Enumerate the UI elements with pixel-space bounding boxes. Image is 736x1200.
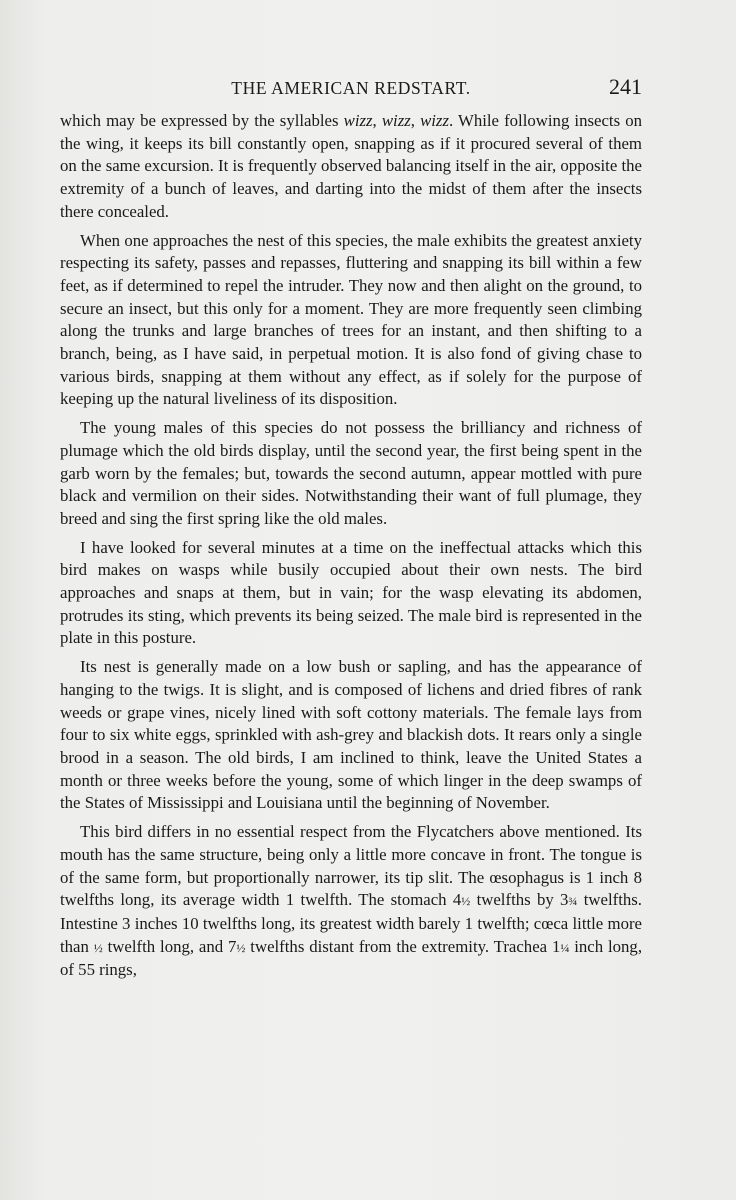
p6-text: twelfth long, and 7 [102, 936, 237, 956]
p6-text: inch long, of 55 rings, [60, 936, 643, 980]
call-syllable: wizz [420, 111, 449, 130]
page-header [60, 74, 642, 102]
p6-text: twelfths distant from the extremity. Trachea 1 [245, 936, 561, 956]
p6-text: twelfths. Intestine 3 inches 10 twelfths long, its greatest width barely 1 twelfth; cœca little more than [60, 890, 642, 956]
call-syllable: wizz [381, 111, 411, 130]
p6-text: This bird differs in no essential respect from the Flycatchers above mentioned. Its mouth has the same structure, being only a little more concave in front. The tongue is of the same form, but proportionally narrower, its tip slit. The œsophagus is 1 inch 8 twelfths long, its average width 1 twelfth. The stomach 4 [60, 822, 642, 910]
paragraph-2: When one approaches the nest of this species, the male exhibits the greatest anxiety respecting its safety, passes and repasses, fluttering and snapping its bill within a few feet, as if determined to repel the intruder. They now and then alight on the ground, to secure an insect, but this only for a moment. They are more frequently seen climbing along the trunks and large branches of trees for an instant, and then shifting to a branch, being, as I have said, in perpetual motion. It is also fond of giving chase to various birds, snapping at them without any effect, as if solely for the purpose of keeping up the natural liveliness of its disposition. [60, 230, 642, 409]
paragraph-3: The young males of this species do not possess the brilliancy and richness of plumage which the old birds display, until the second year, the first being spent in the garb worn by the females; but, towards the second autumn, appear mottled with pure black and vermilion on their sides. Notwithstanding their want of full plumage, they breed and sing the first spring like the old males. [60, 418, 642, 528]
paragraph-5: Its nest is generally made on a low bush or sapling, and has the appearance of hanging to the twigs. It is slight, and is composed of lichens and dried fibres of rank weeds or grape vines, nicely lined with soft cottony materials. The female lays from four to six white eggs, sprinkled with ash-grey and blackish dots. It rears only a single brood in a season. The old birds, I am inclined to think, leave the United States a month or three weeks before the young, some of which linger in the deep swamps of the States of Mississippi and Louisiana until the beginning of November. [60, 657, 642, 813]
p1-text-after: . While following insects on the wing, it keeps its bill constantly open, snapping as if it procured several of them on the same excursion. It is frequently observed balancing itself in the air, opposite the extremity of a bunch of leaves, and darting into the midst of them after the insects there concealed. [60, 111, 642, 221]
p6-text: twelfths by 3 [470, 890, 569, 910]
body-text [60, 110, 642, 988]
fraction: ¼ [560, 940, 570, 955]
page-number: 241 [609, 74, 642, 99]
paragraph-6 [60, 821, 642, 982]
call-syllable: wizz [343, 111, 373, 130]
p1-text-before: which may be expressed by the syllables [60, 111, 344, 130]
fraction: ¾ [568, 894, 578, 909]
running-title: THE AMERICAN REDSTART. [231, 78, 471, 98]
fraction: ½ [461, 894, 471, 909]
fraction: ½ [236, 940, 246, 955]
paragraph-1: which may be expressed by the syllables wizz, wizz, wizz. While following insects on the wing, it keeps its bill constantly open, snapping as if it procured several of them on the same excursion. It is frequently observed balancing itself in the air, opposite the extremity of a bunch of leaves, and darting into the midst of them after the insects there concealed. [60, 111, 642, 221]
fraction: ½ [93, 940, 103, 955]
paragraph-4: I have looked for several minutes at a time on the ineffectual attacks which this bird makes on wasps while busily occupied about their own nests. The bird approaches and snaps at them, but in vain; for the wasp elevating its abdomen, protrudes its sting, which prevents its being seized. The male bird is represented in the plate in this posture. [60, 537, 642, 648]
